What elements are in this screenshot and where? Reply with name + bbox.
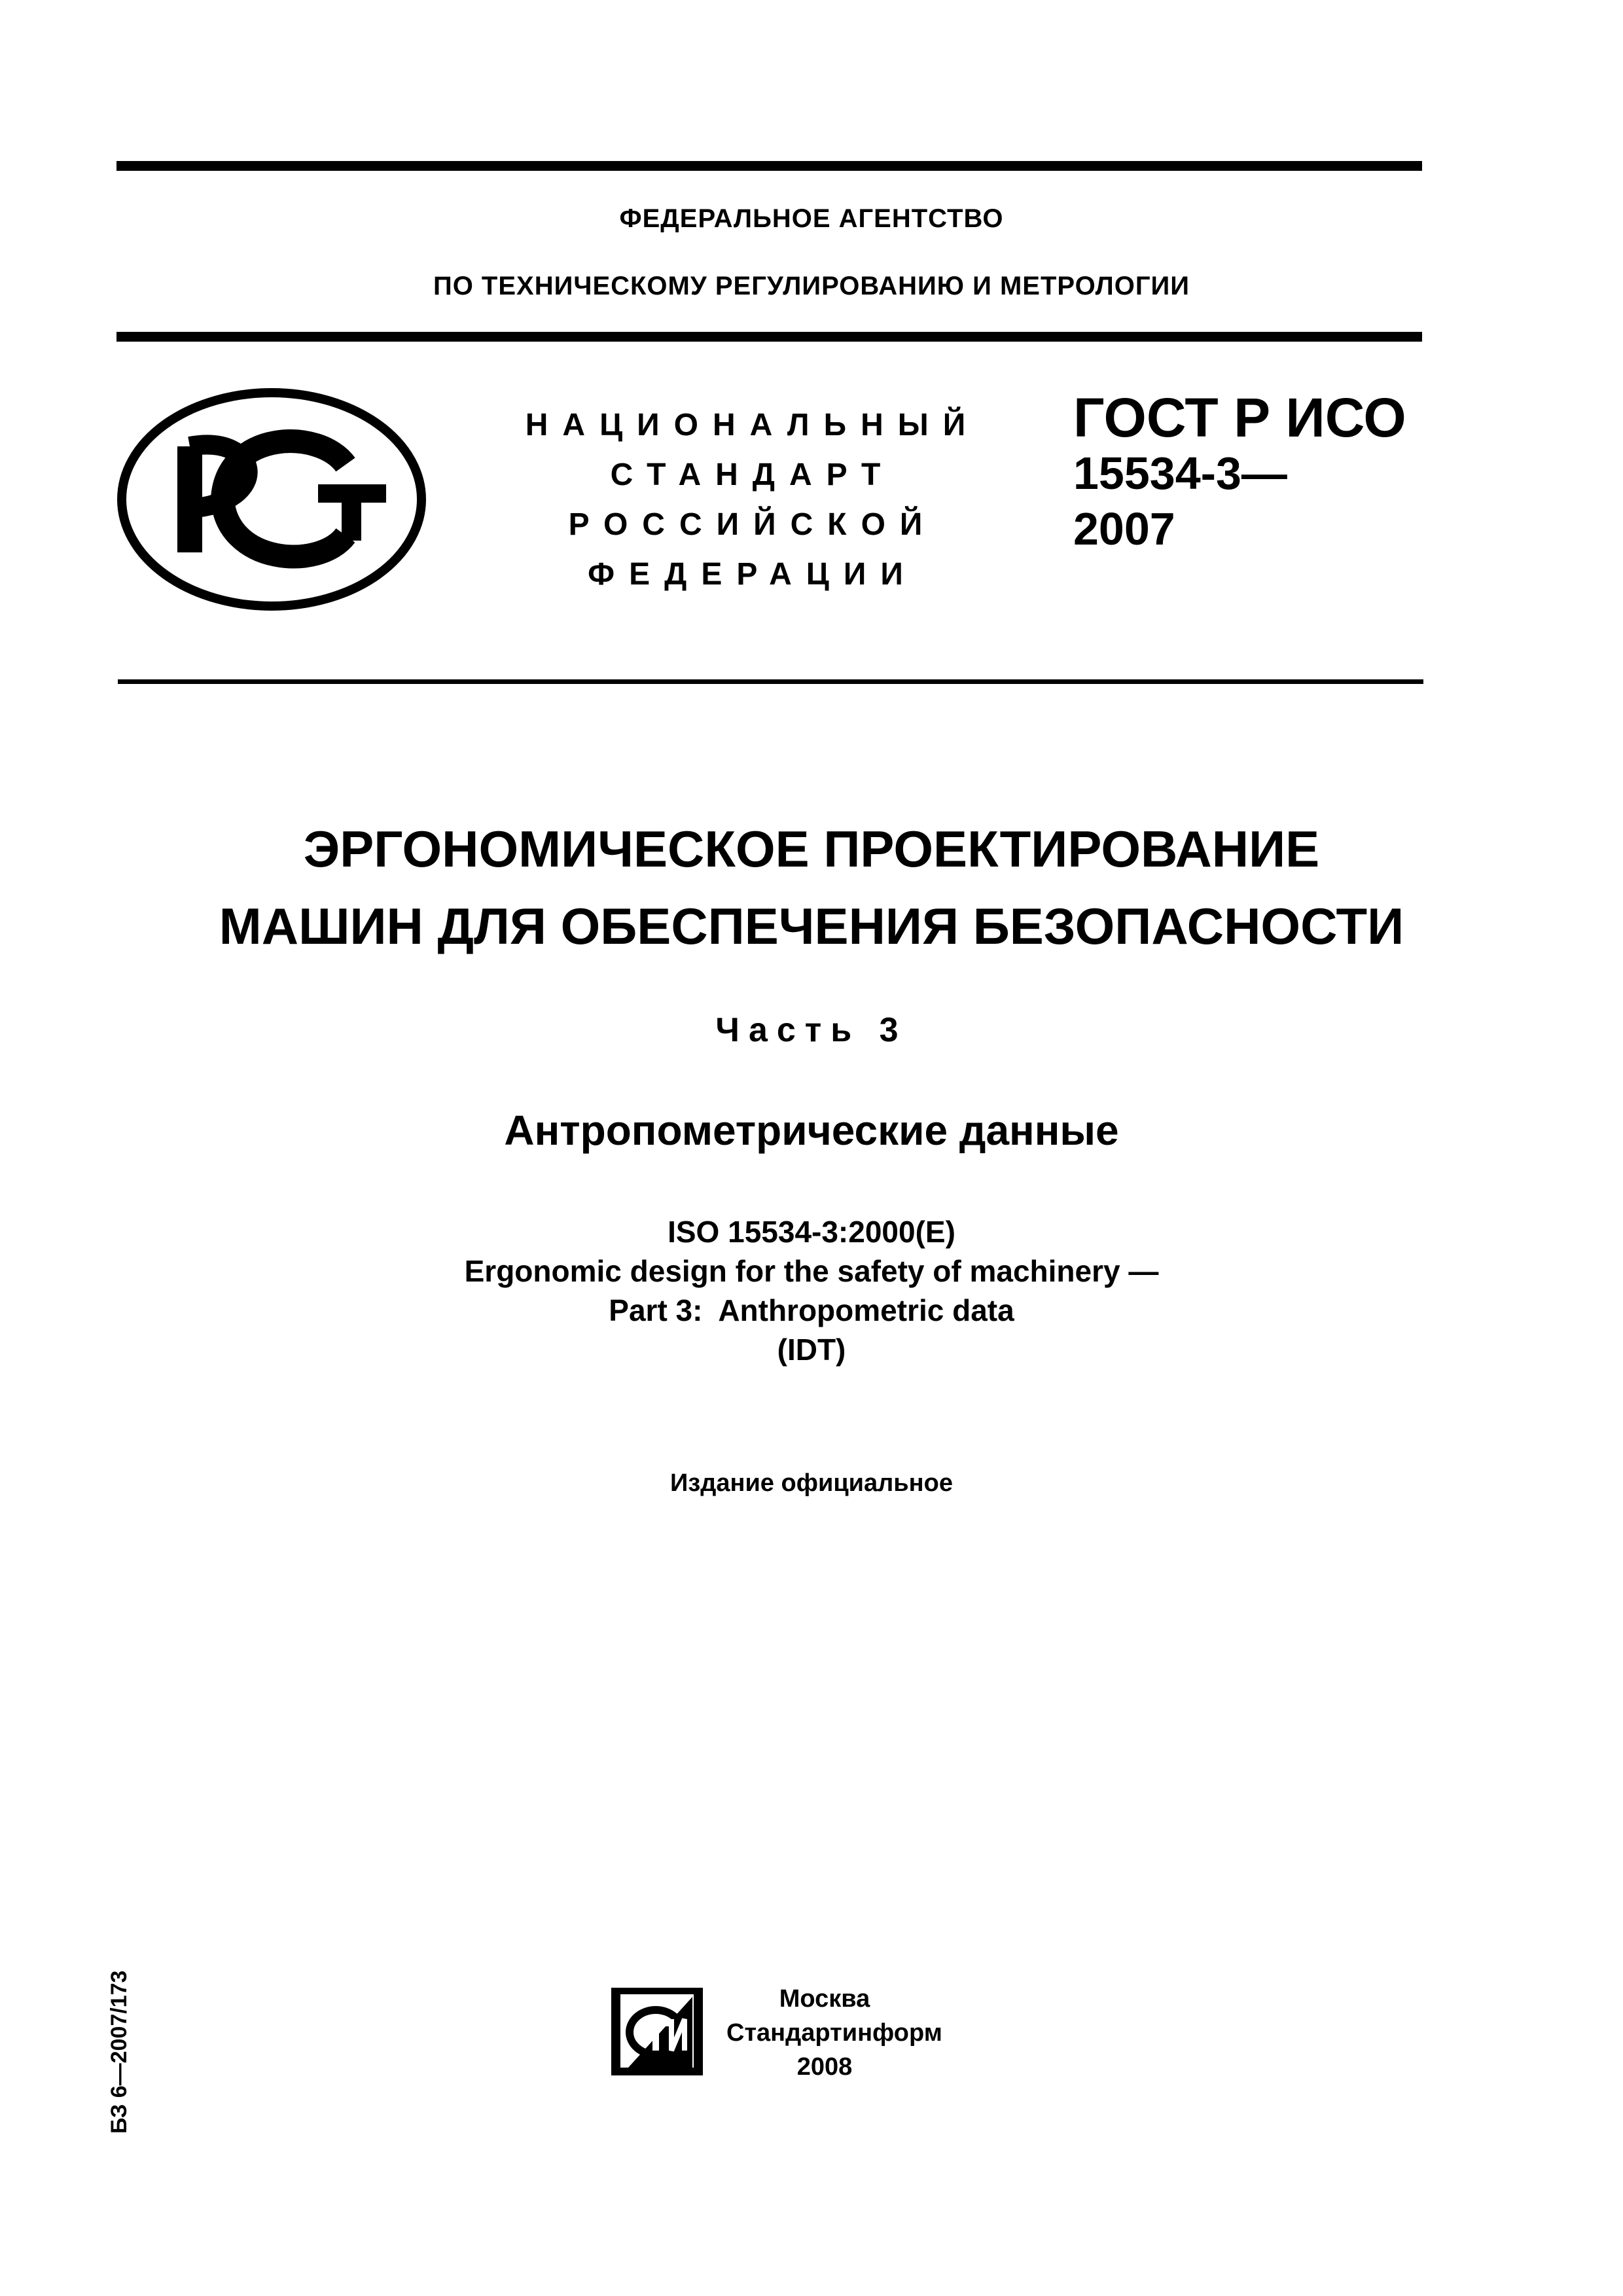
bottom-rule xyxy=(118,679,1423,684)
standard-designation xyxy=(1073,387,1440,557)
publisher-name: Стандартинформ xyxy=(726,2019,942,2047)
iso-reference-line-1: ISO 15534-3:2000(E) xyxy=(668,1215,955,1249)
agency-name-line-2: ПО ТЕХНИЧЕСКОМУ РЕГУЛИРОВАНИЮ И МЕТРОЛОГИИ xyxy=(433,272,1190,300)
part-label: Часть 3 xyxy=(715,1011,908,1049)
document-title xyxy=(0,810,1623,965)
rst-logo-icon xyxy=(116,387,427,611)
designation-line-1: ГОСТ Р ИСО xyxy=(1073,387,1406,448)
iso-reference xyxy=(0,1212,1623,1369)
iso-reference-line-2: Ergonomic design for the safety of machinery — xyxy=(464,1254,1159,1288)
publisher-city: Москва xyxy=(779,1985,870,2013)
title-line-1: ЭРГОНОМИЧЕСКОЕ ПРОЕКТИРОВАНИЕ xyxy=(303,820,1320,878)
document-subtitle: Антропометрические данные xyxy=(504,1107,1119,1154)
top-rule xyxy=(116,161,1422,171)
publisher-logo-icon xyxy=(609,1985,705,2078)
middle-rule xyxy=(116,332,1422,342)
agency-name-line-1: ФЕДЕРАЛЬНОЕ АГЕНТСТВО xyxy=(619,204,1004,233)
iso-reference-line-3: Part 3: Anthropometric data xyxy=(609,1293,1014,1327)
designation-line-2: 15534-3— xyxy=(1073,448,1287,499)
edition-label: Издание официальное xyxy=(670,1469,953,1497)
standard-type-line: НАЦИОНАЛЬНЫЙ xyxy=(525,408,980,442)
standard-type-line: РОССИЙСКОЙ xyxy=(568,507,937,542)
title-line-2: МАШИН ДЛЯ ОБЕСПЕЧЕНИЯ БЕЗОПАСНОСТИ xyxy=(219,897,1404,955)
side-code-label: БЗ 6—2007/173 xyxy=(107,1970,132,2134)
designation-line-3: 2007 xyxy=(1073,503,1175,554)
publisher-year: 2008 xyxy=(796,2053,853,2081)
standard-type-line: ФЕДЕРАЦИИ xyxy=(588,557,918,592)
publisher-block xyxy=(726,1982,942,2084)
standard-type-block xyxy=(517,401,988,600)
standard-type-line: СТАНДАРТ xyxy=(610,457,895,492)
iso-reference-line-4: (IDT) xyxy=(777,1333,846,1367)
